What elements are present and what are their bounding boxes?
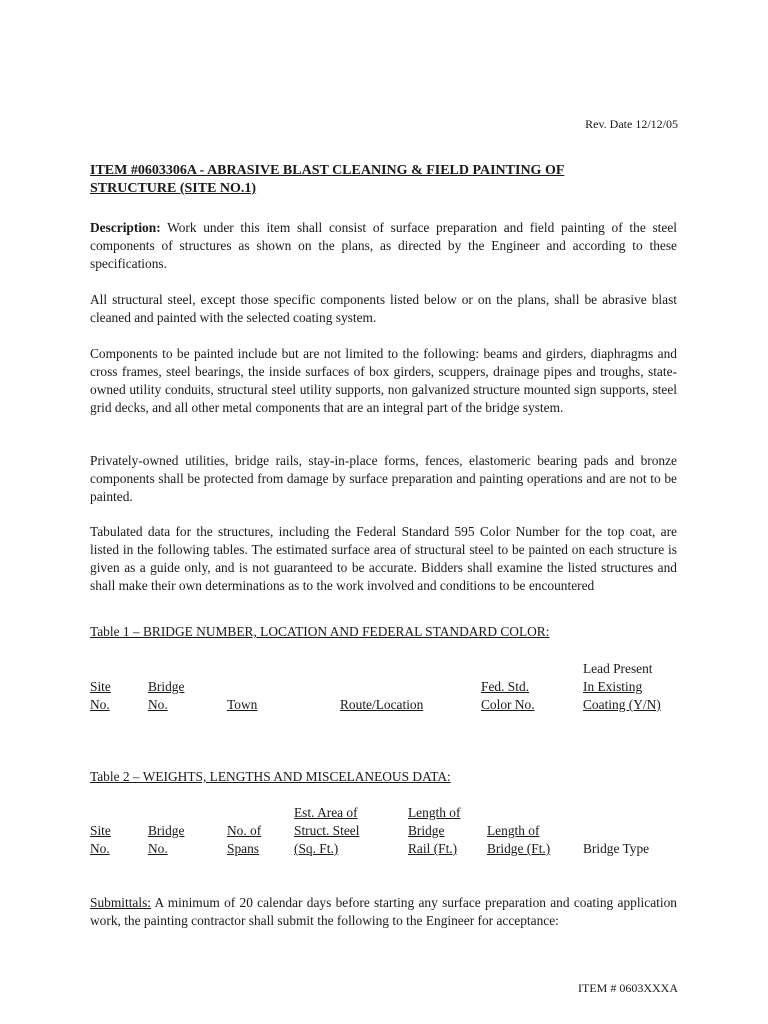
table2-header-site-no: Site No. (90, 823, 111, 856)
description-label: Description: (90, 220, 161, 235)
item-title-line-1: ITEM #0603306A - ABRASIVE BLAST CLEANING & FIELD PAINTING OF (90, 163, 565, 178)
submittals-label: Submittals: (90, 895, 152, 910)
table2-header-length-of-rail: Length of Bridge Rail (Ft.) (408, 805, 461, 856)
paragraph-privately-owned: Privately-owned utilities, bridge rails, stay-in-place forms, fences, elastomeric bearing pads and bronze components shall be protected from damage by surface preparation and painting operations and are not to be painted. (90, 453, 677, 504)
paragraph-components: Components to be painted include but are not limited to the following: beams and girders, diaphragms and cross frames, steel bearings, the inside surfaces of box girders, scuppers, drainage pipes and troughs, state-owned utility conduits, structural steel utility supports, non galvanized structure mounted sign supports, steel grid decks, and all other metal components that are an integral part of the bridge system. (90, 346, 677, 415)
table1-header-bridge-no: Bridge No. (148, 679, 185, 712)
table2-header-bridge-no: Bridge No. (148, 823, 185, 856)
table1-header-site-no: Site No. (90, 679, 111, 712)
table2-header-est-area: Est. Area of Struct. Steel (Sq. Ft.) (294, 805, 360, 856)
description-text: Work under this item shall consist of surface preparation and field painting of the steel components of structures as shown on the plans, as directed by the Engineer and according to these specifications. (90, 220, 677, 271)
submittals-paragraph (90, 894, 677, 930)
submittals-text: A minimum of 20 calendar days before starting any surface preparation and coating application work, the painting contractor shall submit the following to the Engineer for acceptance: (90, 895, 677, 928)
table1-header-route-location: Route/Location (340, 697, 424, 712)
item-title (90, 162, 650, 198)
table1-header-lead-present: Lead Present In Existing Coating (Y/N) (583, 661, 661, 712)
item-title-line-2: STRUCTURE (SITE NO.1) (90, 181, 257, 196)
table1-caption: Table 1 – BRIDGE NUMBER, LOCATION AND FEDERAL STANDARD COLOR: (90, 624, 550, 639)
revision-date: Rev. Date 12/12/05 (585, 117, 678, 131)
table2-header-length-of-bridge: Length of Bridge (Ft.) (487, 823, 551, 856)
table2-header-no-of-spans: No. of Spans (227, 823, 262, 856)
table2-caption: Table 2 – WEIGHTS, LENGTHS AND MISCELANEOUS DATA: (90, 769, 451, 784)
paragraph-tabulated-data: Tabulated data for the structures, including the Federal Standard 595 Color Number for the top coat, are listed in the following tables. The estimated surface area of structural steel to be painted on each structure is given as a guide only, and is not guaranteed to be accurate. Bidders shall examine the listed structures and shall make their own determinations as to the work involved and conditions to be encountered (90, 524, 677, 593)
paragraph-structural-steel: All structural steel, except those specific components listed below or on the plans, shall be abrasive blast cleaned and painted with the selected coating system. (90, 292, 677, 325)
table1-header-town: Town (227, 697, 258, 712)
footer-item-number: ITEM # 0603XXXA (578, 981, 678, 995)
table2-header-bridge-type: Bridge Type (583, 841, 650, 856)
table1-header-fed-std-color: Fed. Std. Color No. (481, 679, 535, 712)
description-paragraph (90, 219, 677, 273)
